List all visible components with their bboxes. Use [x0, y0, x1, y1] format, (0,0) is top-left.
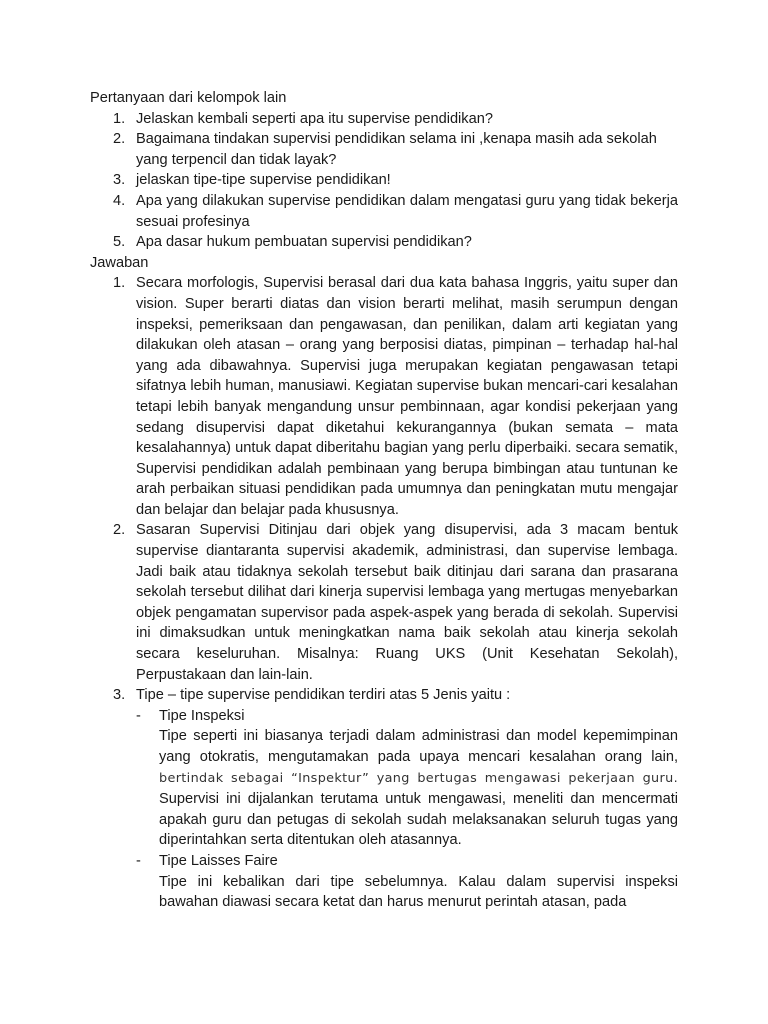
- question-item: Apa dasar hukum pembuatan supervisi pendidikan?: [136, 234, 472, 251]
- supervision-types-list: [136, 706, 678, 913]
- type-title: - Tipe Inspeksi: [159, 707, 245, 724]
- type-text-part: Tipe seperti ini biasanya terjadi dalam administrasi dan model kepemimpinan yang otokratis, mengutamakan pada upaya mencari kesalahan orang lain,: [159, 728, 678, 765]
- answer-item-3: [136, 685, 678, 913]
- questions-list: [90, 109, 678, 253]
- type-title: - Tipe Laisses Faire: [159, 852, 278, 869]
- answer-item-2: Sasaran Supervisi Ditinjau dari objek yang disupervisi, ada 3 macam bentuk supervise diantaranta supervisi akademik, administrasi, dan supervise lembaga. Jadi baik atau tidaknya sekolah tersebut baik ditinjau dari sarana dan prasarana sekolah tersebut dilihat dari kinerja supervisi lembaga yang mertugas menyebarkan objek pengamatan supervisor pada aspek-aspek yang berada di sekolah. Supervisi ini dimaksudkan untuk meningkatkan nama baik sekolah atau kinerja sekolah secara keseluruhan. Misalnya: Ruang UKS (Unit Kesehatan Sekolah), Perpustakaan dan lain-lain.: [136, 522, 678, 683]
- answer-item-1: Secara morfologis, Supervisi berasal dari dua kata bahasa Inggris, yaitu super dan vision. Super berarti diatas dan vision berarti melihat, masih serumpun dengan inspeksi, pemeriksaan dan pengawasan, dan penilikan, dalam arti kegiatan yang dilakukan oleh atasan – orang yang berposisi diatas, pimpinan – terhadap hal-hal yang ada dibawahnya. Supervisi juga merupakan kegiatan pengawasan tetapi sifatnya lebih human, manusiawi. Kegiatan supervise bukan mencari-cari kesalahan tetapi lebih banyak mengandung unsur pembinnaan, agar kondisi pekerjaan yang sedang disupervisi dapat diketahui kekurangannya (bukan semata – mata kesalahannya) untuk dapat diberitahu bagian yang perlu diperbaiki. secara sematik, Supervisi pendidikan adalah pembinaan yang berupa bimbingan atau tuntunan ke arah perbaikan situasi pendidikan pada umumnya dan peningkatan mutu mengajar dan belajar dan belajar pada khususnya.: [136, 275, 678, 518]
- question-item: Apa yang dilakukan supervise pendidikan dalam mengatasi guru yang tidak bekerja sesuai profesinya: [136, 192, 678, 230]
- type-text-part: Supervisi ini dijalankan terutama untuk mengawasi, meneliti dan mencermati apakah guru dan petugas di sekolah sudah melaksanakan seluruh tugas yang diperintahkan serta ditentukan oleh atasannya.: [159, 791, 678, 849]
- type-description: Tipe ini kebalikan dari tipe sebelumnya. Kalau dalam supervisi inspeksi bawahan diawasi secara ketat dan harus menurut perintah atasan, pada: [159, 873, 678, 911]
- type-inspeksi: [159, 706, 678, 851]
- question-item: Bagaimana tindakan supervisi pendidikan selama ini ,kenapa masih ada sekolah yang terpencil dan tidak layak?: [136, 131, 657, 168]
- answers-list: [90, 273, 678, 912]
- question-item: jelaskan tipe-tipe supervise pendidikan!: [136, 172, 391, 189]
- type-text-part: bertindak sebagai “Inspektur” yang bertugas mengawasi pekerjaan guru.: [159, 770, 678, 786]
- type-laisses-faire: [159, 851, 678, 913]
- question-item: Jelaskan kembali seperti apa itu supervise pendidikan?: [136, 110, 493, 127]
- answer-3-intro: Tipe – tipe supervise pendidikan terdiri atas 5 Jenis yaitu :: [136, 687, 511, 704]
- type-description: [159, 726, 678, 851]
- questions-heading: Pertanyaan dari kelompok lain: [90, 90, 287, 106]
- answers-heading: Jawaban: [90, 254, 149, 271]
